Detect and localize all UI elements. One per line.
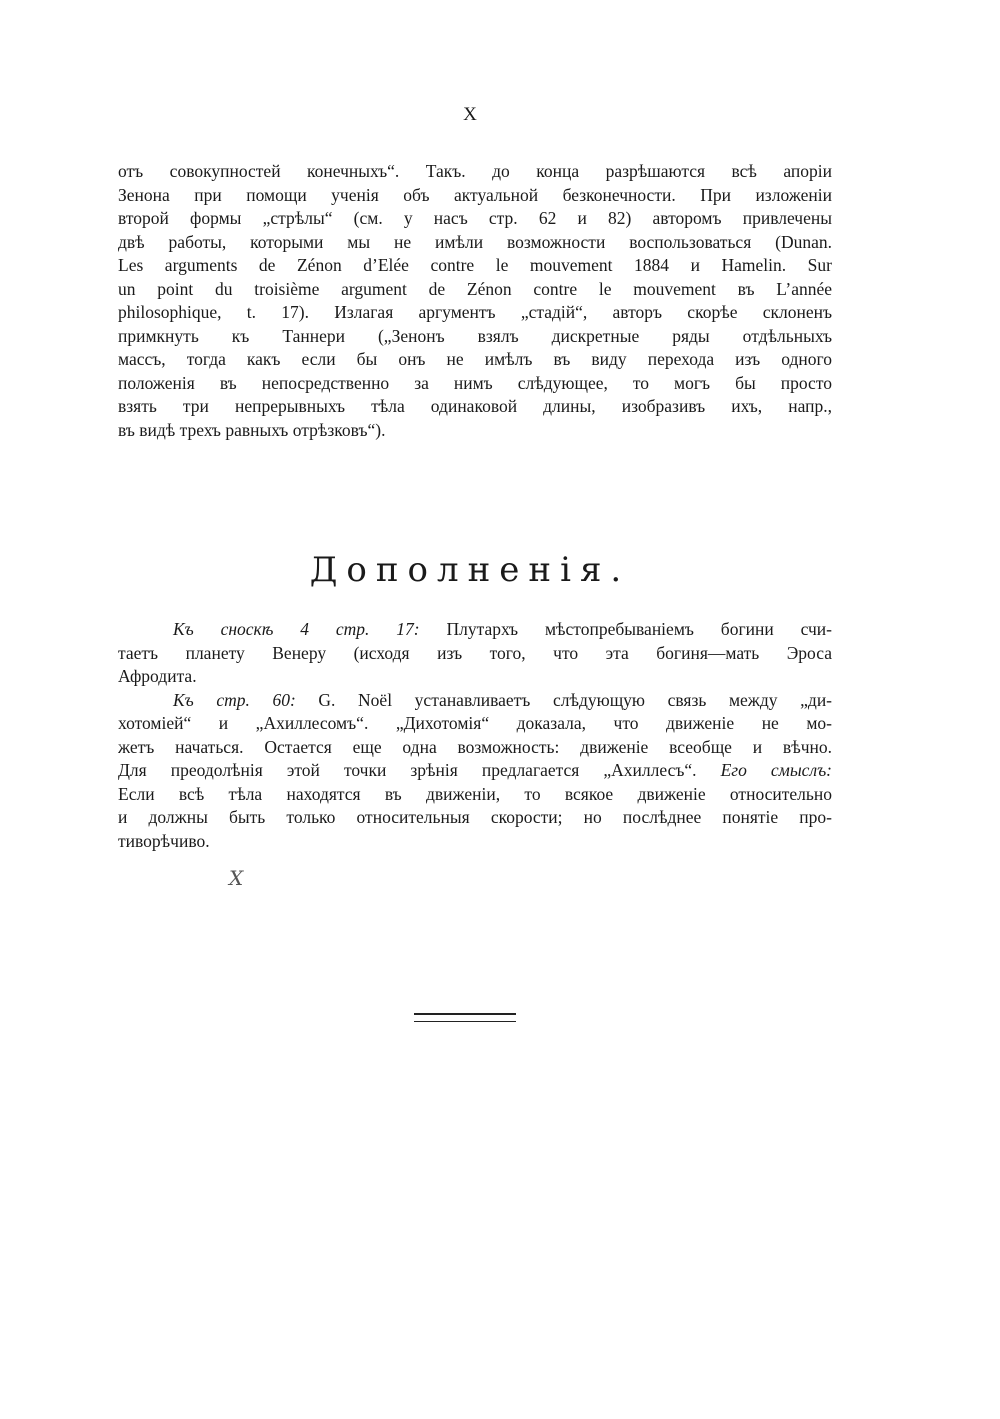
addenda-note-line: тиворѣчиво.	[118, 830, 210, 851]
addenda-note-line: хотоміей“ и „Ахиллесомъ“. „Дихотомія“ доказала, что движеніе не мо-	[118, 713, 832, 733]
note-emphasis: Его смыслъ:	[720, 760, 832, 780]
text-line: двѣ работы, которыми мы не имѣли возможности воспользоваться (Dunan.	[118, 231, 832, 252]
addenda-heading: Дополненія.	[309, 550, 631, 590]
text-line: примкнуть къ Таннери („Зенонъ взялъ дискретные ряды отдѣльныхъ	[118, 325, 832, 346]
text-line: второй формы „стрѣлы“ (см. у насъ стр. 62 и 82) авторомъ привлечены	[118, 208, 832, 228]
text-line: Les arguments de Zénon d’Elée contre le mouvement 1884 и Hamelin. Sur	[118, 255, 832, 275]
note-text: Плутархъ мѣстопребываніемъ богини счи-	[446, 619, 832, 639]
text-line: Зенона при помощи ученія объ актуальной безконечности. При изложеніи	[118, 184, 832, 205]
note-text: Для преодолѣнія этой точки зрѣнія предлагается „Ахиллесъ“.	[118, 760, 697, 780]
end-divider	[414, 1013, 516, 1022]
text-line: положенія въ непосредственно за нимъ слѣдующее, то могъ бы просто	[118, 372, 832, 393]
addenda-note-line: Если всѣ тѣла находятся въ движеніи, то всякое движеніе относительно	[118, 783, 832, 804]
addenda-note-line	[118, 618, 832, 642]
addenda-note-line	[118, 759, 832, 783]
addenda-note-line: Афродита.	[118, 666, 197, 686]
main-paragraph	[118, 160, 832, 442]
addenda-note-line: жетъ начаться. Остается еще одна возможность: движеніе всеобще и вѣчно.	[118, 736, 832, 757]
addenda-section	[118, 618, 832, 853]
text-line: philosophique, t. 17). Излагая аргументъ „стадій“, авторъ скорѣе склоненъ	[118, 302, 832, 322]
note-reference: Къ стр. 60:	[173, 689, 296, 710]
page-number: X	[463, 104, 477, 125]
addenda-note-line: и должны быть только относительныя скорости; но послѣднее понятіе про-	[118, 807, 832, 827]
addenda-note-line: таетъ планету Венеру (исходя изъ того, что эта богиня—мать Эроса	[118, 642, 832, 663]
handwritten-mark: X	[229, 866, 244, 890]
text-line: массъ, тогда какъ если бы онъ не имѣлъ въ виду перехода изъ одного	[118, 349, 832, 369]
text-line: un point du troisième argument de Zénon contre le mouvement въ L’année	[118, 278, 832, 299]
note-text: G. Noël устанавливаетъ слѣдующую связь между „ди-	[318, 689, 832, 710]
text-line: въ видѣ трехъ равныхъ отрѣзковъ“).	[118, 419, 386, 440]
note-reference: Къ сноскѣ 4 стр. 17:	[173, 619, 420, 639]
text-line: отъ совокупностей конечныхъ“. Такъ. до конца разрѣшаются всѣ апоріи	[118, 161, 832, 181]
text-line: взять три непрерывныхъ тѣла одинаковой длины, изобразивъ ихъ, напр.,	[118, 396, 832, 416]
addenda-note-line	[118, 689, 832, 713]
